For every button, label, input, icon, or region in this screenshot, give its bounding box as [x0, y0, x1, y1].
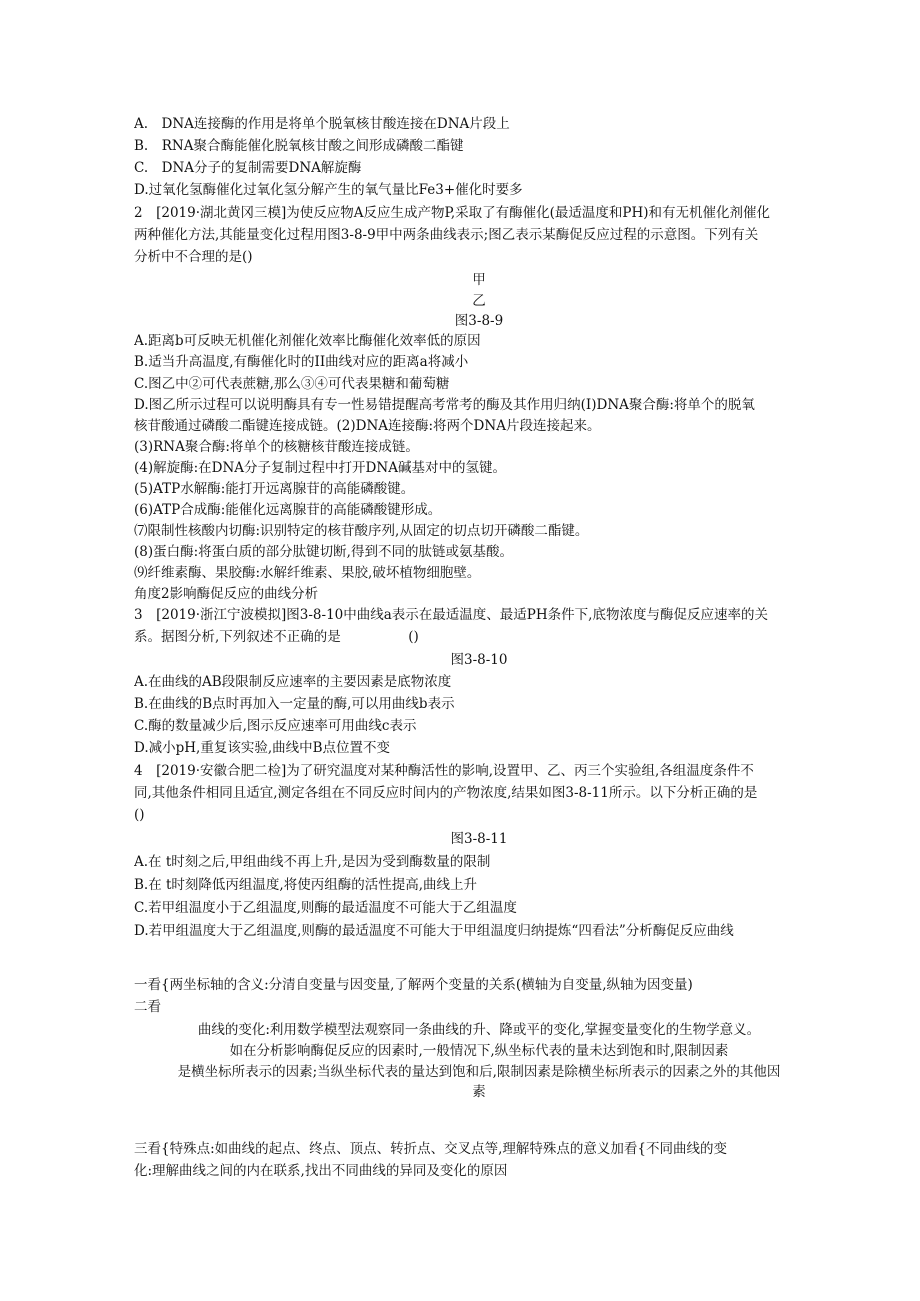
q4-option-b: B.在 t时刻降低丙组温度,将使丙组酶的活性提高,曲线上升 — [134, 877, 478, 893]
figure-label-yi: 乙 — [472, 293, 486, 309]
enzyme-item-7: ⑺限制性核酸内切酶:识别特定的核苷酸序列,从固定的切点切开磷酸二酯键。 — [134, 523, 589, 539]
enzyme-item-3: (3)RNA聚合酶:将单个的核糖核苷酸连接成链。 — [134, 439, 419, 455]
q1-option-a: A. DNA连接酶的作用是将单个脱氧核甘酸连接在DNA片段上 — [134, 116, 510, 132]
q1-option-b: B. RNA聚合酶能催化脱氧核甘酸之间形成磷酸二酯键 — [134, 138, 464, 154]
q2-option-a: A.距离b可反映无机催化剂催化效率比酶催化效率低的原因 — [134, 333, 481, 349]
enzyme-item-8: (8)蛋白酶:将蛋白质的部分肽键切断,得到不同的肽链或氨基酸。 — [134, 544, 513, 560]
look-two-curve-change: 曲线的变化:利用数学模型法观察同一条曲线的升、降或平的变化,掌握变量变化的生物学意义。 — [197, 1022, 761, 1038]
look-two-analysis-line3: 素 — [472, 1084, 486, 1100]
look-two-heading: 二看 — [134, 999, 161, 1015]
enzyme-item-5: (5)ATP水解酶:能打开远离腺苷的高能磷酸键。 — [134, 481, 415, 497]
look-three-line2: 化:理解曲线之间的内在联系,找出不同曲线的异同及变化的原因 — [134, 1163, 508, 1179]
q4-stem-line2: 同,其他条件相同且适宜,测定各组在不同反应时间内的产物浓度,结果如图3-8-11所示。以下分析正确的是 — [134, 785, 758, 801]
enzyme-item-4: (4)解旋酶:在DNA分子复制过程中打开DNA碱基对中的氢键。 — [134, 460, 506, 476]
look-two-analysis-line1: 如在分析影响酶促反应的因素时,一般情况下,纵坐标代表的量未达到饱和时,限制因素 — [229, 1043, 729, 1059]
q2-option-d-line1: D.图乙所示过程可以说明酶具有专一性易错提醒高考常考的酶及其作用归纳(I)DNA聚合酶:将单个的脱氧 — [134, 397, 755, 413]
q3-option-d: D.减小pH,重复该实验,曲线中B点位置不变 — [134, 740, 391, 756]
q3-option-c: C.酶的数量减少后,图示反应速率可用曲线c表示 — [134, 718, 417, 734]
q2-option-b: B.适当升高温度,有酶催化时的II曲线对应的距离a将减小 — [134, 354, 469, 370]
q2-stem-line2: 两种催化方法,其能量变化过程用图3-8-9甲中两条曲线表示;图乙表示某酶促反应过程的示意图。下列有关 — [134, 227, 759, 243]
q2-option-d-line2: 核苷酸通过磷酸二酯键连接成链。(2)DNA连接酶:将两个DNA片段连接起来。 — [134, 418, 601, 434]
q4-stem-line1: 4 [2019·安徽合肥二检]为了研究温度对某种酶活性的影响,设置甲、乙、丙三个实验组,各组温度条件不 — [134, 763, 754, 779]
q3-stem-line2: 系。据图分析,下列叙述不正确的是 () — [134, 629, 419, 645]
q3-option-a: A.在曲线的AB段限制反应速率的主要因素是底物浓度 — [134, 674, 452, 690]
q2-stem-line1: 2 [2019·湖北黄冈三模]为使反应物A反应生成产物P,采取了有酶催化(最适温度和PH)和有无机催化剂催化 — [134, 205, 771, 221]
q3-option-b: B.在曲线的B点时再加入一定量的酶,可以用曲线b表示 — [134, 696, 455, 712]
figure-caption-3-8-10: 图3-8-10 — [450, 652, 508, 668]
look-one-line: 一看{两坐标轴的含义:分清自变量与因变量,了解两个变量的关系(横轴为自变量,纵轴为因变量) — [134, 977, 693, 993]
q4-option-c: C.若甲组温度小于乙组温度,则酶的最适温度不可能大于乙组温度 — [134, 900, 517, 916]
q4-stem-line3: () — [134, 807, 145, 823]
figure-caption-3-8-11: 图3-8-11 — [450, 831, 508, 847]
enzyme-item-9: ⑼纤维素酶、果胶酶:水解纤维素、果胶,破坏植物细胞壁。 — [134, 565, 481, 581]
figure-caption-3-8-9: 图3-8-9 — [454, 313, 504, 329]
q2-option-c: C.图乙中②可代表蔗糖,那么③④可代表果糖和葡萄糖 — [134, 376, 450, 392]
q2-stem-line3: 分析中不合理的是() — [134, 249, 253, 265]
q3-stem-line1: 3 [2019·浙江宁波模拟]图3-8-10中曲线a表示在最适温度、最适PH条件下,底物浓度与酶促反应速率的关 — [134, 607, 768, 623]
q4-option-a: A.在 t时刻之后,甲组曲线不再上升,是因为受到酶数量的限制 — [134, 854, 491, 870]
look-two-analysis-line2: 是横坐标所表示的因素;当纵坐标代表的量达到饱和后,限制因素是除横坐标所表示的因素之外的其他因 — [177, 1064, 781, 1080]
figure-label-jia: 甲 — [472, 272, 486, 288]
look-three-line1: 三看{特殊点:如曲线的起点、终点、顶点、转折点、交叉点等,理解特殊点的意义加看{不同曲线的变 — [134, 1141, 728, 1157]
q1-option-d: D.过氧化氢酶催化过氧化氢分解产生的氧气量比Fe3+催化时要多 — [134, 182, 523, 198]
q1-option-c: C. DNA分子的复制需要DNA解旋酶 — [134, 160, 362, 176]
q4-option-d: D.若甲组温度大于乙组温度,则酶的最适温度不可能大于甲组温度归纳提炼“四看法”分析酶促反应曲线 — [134, 923, 734, 939]
section-heading-angle-2: 角度2影响酶促反应的曲线分析 — [134, 586, 319, 602]
enzyme-item-6: (6)ATP合成酶:能催化远离腺苷的高能磷酸键形成。 — [134, 502, 442, 518]
